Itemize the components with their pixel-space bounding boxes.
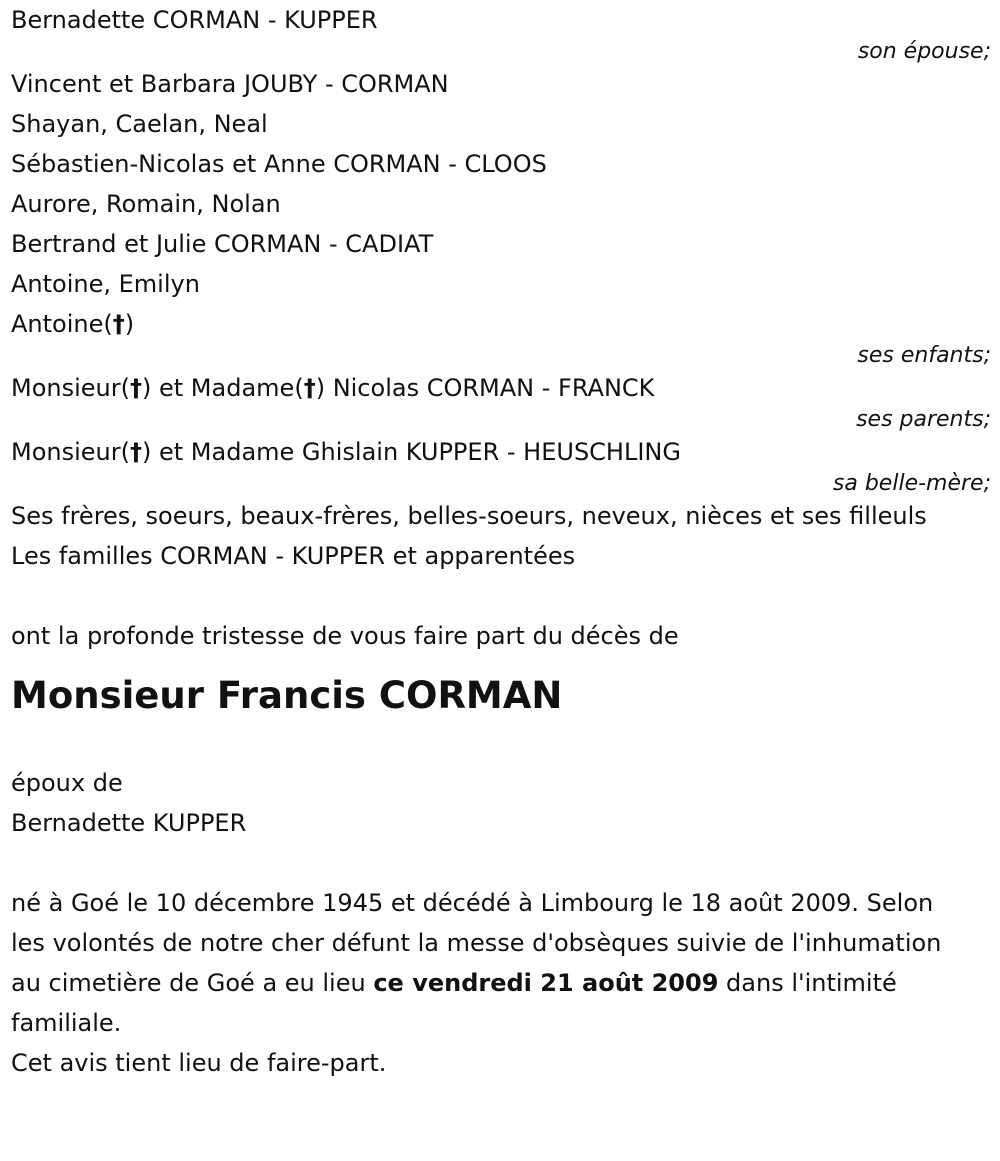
details-text-2: dans l'intimité familiale. xyxy=(11,969,897,1037)
spacer xyxy=(11,736,991,763)
deceased-grandchild-line: Antoine(†) xyxy=(11,310,135,338)
inlaws-line: Monsieur(†) et Madame Ghislain KUPPER - HEUSCHLING xyxy=(11,438,681,466)
details-text-1: né à Goé le 10 décembre 1945 et décédé à Limbourg le 18 août 2009. Selon les volontés de notre cher défunt la messe d'obsèques suivie de l'inhumation au cimetière de Goé a eu lieu xyxy=(11,889,942,997)
spouse-role: son épouse; xyxy=(857,39,991,64)
spouse-name: Bernadette CORMAN - KUPPER xyxy=(11,6,378,34)
child-line-1: Vincent et Barbara JOUBY - CORMAN xyxy=(11,70,449,98)
obituary-notice xyxy=(11,0,991,1083)
inlaws-names: et Madame Ghislain KUPPER - HEUSCHLING xyxy=(159,438,681,466)
parents-role: ses parents; xyxy=(856,407,991,432)
inlaws-monsieur: Monsieur xyxy=(11,438,121,466)
spacer xyxy=(11,576,991,616)
families-line: Les familles CORMAN - KUPPER et apparentées xyxy=(11,542,576,570)
grandchildren-line-3: Antoine, Emilyn xyxy=(11,270,200,298)
deceased-grandchild-name: Antoine xyxy=(11,310,104,338)
closing-line: Cet avis tient lieu de faire-part. xyxy=(11,1049,387,1077)
cross-icon: † xyxy=(112,310,125,338)
inlaws-role: sa belle-mère; xyxy=(832,471,991,496)
parents-monsieur: Monsieur xyxy=(11,374,121,402)
details-paragraph xyxy=(11,883,946,1043)
cross-icon: † xyxy=(303,374,316,402)
spouse-of-name: Bernadette KUPPER xyxy=(11,809,247,837)
deceased-name: Monsieur Francis CORMAN xyxy=(11,674,563,717)
cross-icon: † xyxy=(130,438,142,466)
cross-icon: † xyxy=(130,374,142,402)
spouse-of-label: époux de xyxy=(11,769,123,797)
announcement: ont la profonde tristesse de vous faire part du décès de xyxy=(11,622,679,650)
grandchildren-line-1: Shayan, Caelan, Neal xyxy=(11,110,268,138)
spacer xyxy=(11,843,991,883)
children-role: ses enfants; xyxy=(857,343,991,368)
child-line-2: Sébastien-Nicolas et Anne CORMAN - CLOOS xyxy=(11,150,547,178)
siblings-line: Ses frères, soeurs, beaux-frères, belles-soeurs, neveux, nièces et ses filleuls xyxy=(11,502,927,530)
funeral-date: ce vendredi 21 août 2009 xyxy=(373,969,719,997)
child-line-3: Bertrand et Julie CORMAN - CADIAT xyxy=(11,230,434,258)
parents-madame: et Madame xyxy=(159,374,295,402)
parents-line: Monsieur(†) et Madame(†) Nicolas CORMAN - FRANCK xyxy=(11,374,655,402)
parents-names: Nicolas CORMAN - FRANCK xyxy=(332,374,655,402)
grandchildren-line-2: Aurore, Romain, Nolan xyxy=(11,190,281,218)
